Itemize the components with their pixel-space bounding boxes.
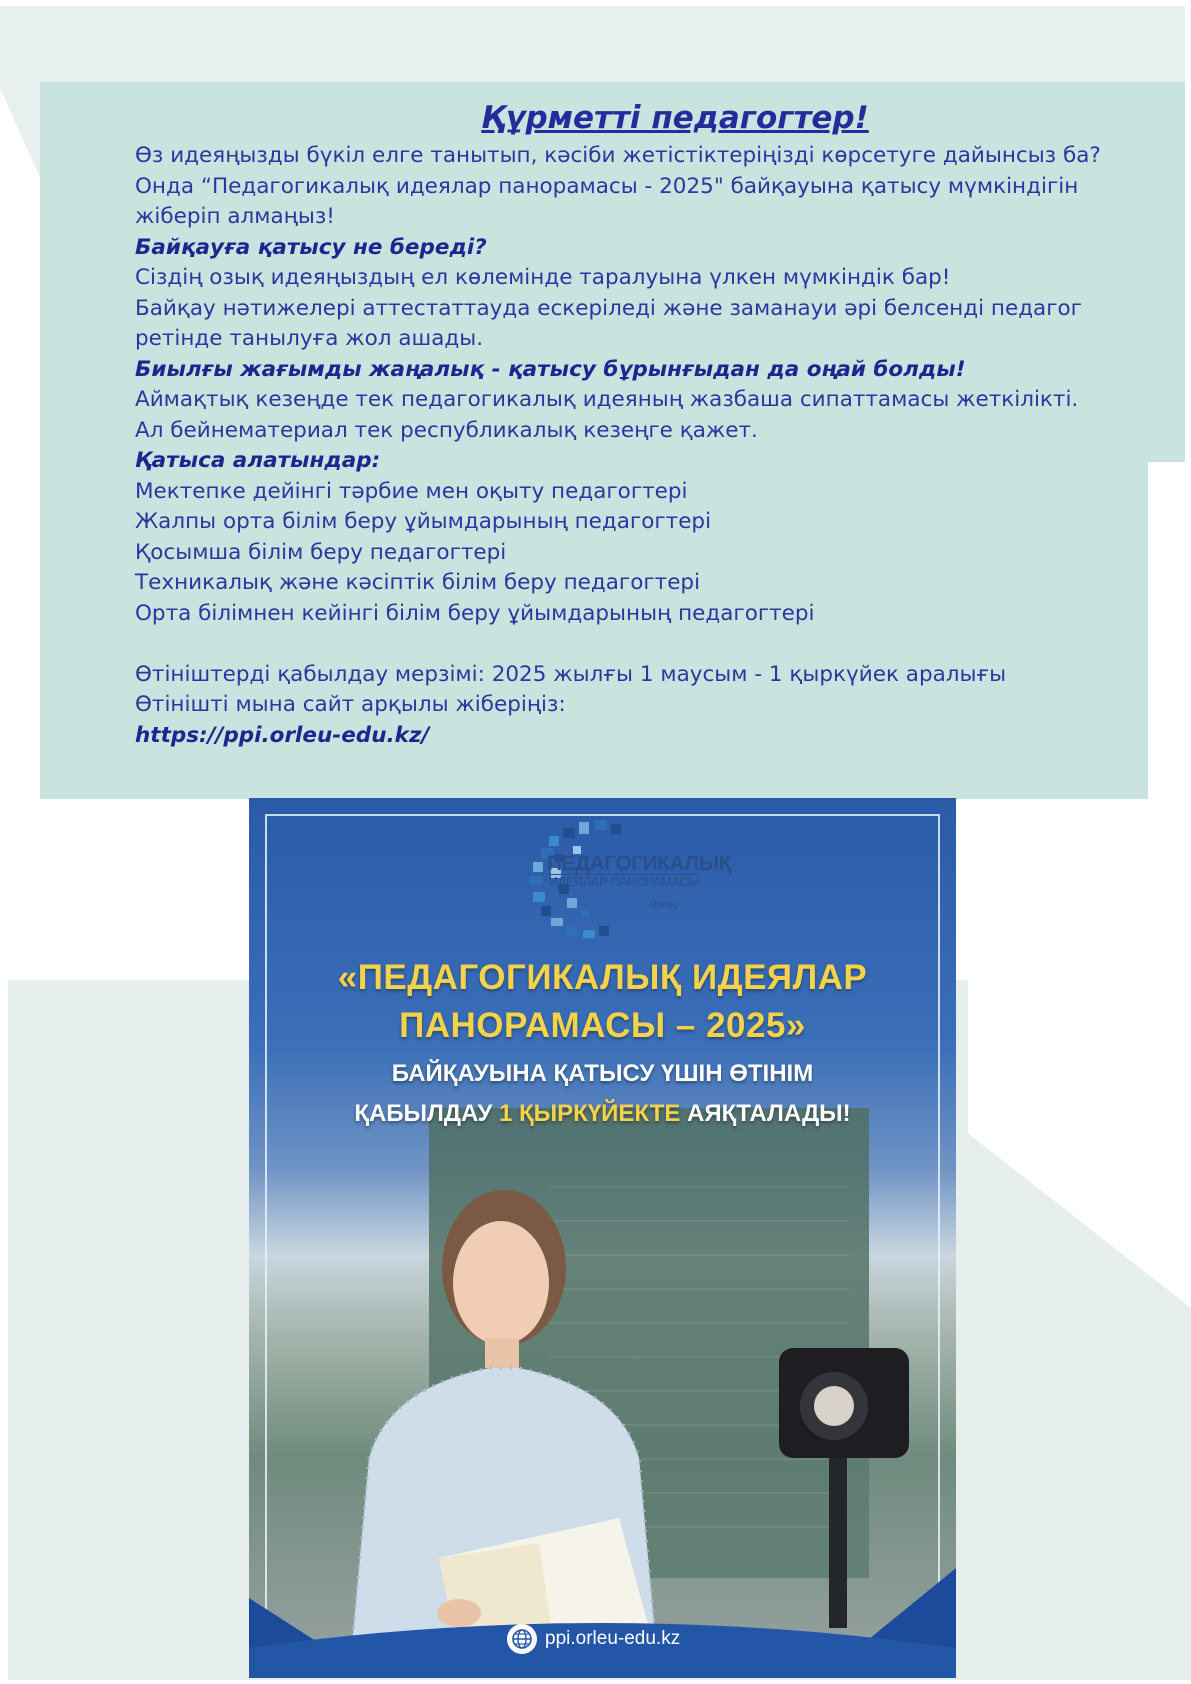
text-panel-extension bbox=[1148, 82, 1185, 462]
spacer bbox=[135, 629, 1125, 660]
section-heading-participants: Қатыса алатындар: bbox=[135, 448, 381, 473]
benefits-line-1: Сіздің озық идеяңыздың ел көлемінде таралуына үлкен мүмкіндік бар! bbox=[135, 265, 951, 290]
benefits-line-3: ретінде танылуға жол ашады. bbox=[135, 326, 484, 351]
globe-icon bbox=[507, 1624, 537, 1654]
poster-website[interactable] bbox=[507, 1624, 680, 1654]
logo-title: ПЕДАГОГИКАЛЫҚ bbox=[547, 852, 732, 875]
intro-line-2: Онда “Педагогикалық идеялар панорамасы - 2025" байқауына қатысу мүмкіндігін bbox=[135, 173, 1079, 199]
section-heading-benefits: Байқауға қатысу не береді? bbox=[135, 234, 487, 260]
participant-item: Орта білімнен кейінгі білім беру ұйымдарының педагогтері bbox=[135, 600, 815, 626]
deadline-highlight: 1 ҚЫРКҮЙЕКТЕ bbox=[499, 1100, 681, 1127]
intro-line-1: Өз идеяңызды бүкіл елге танытып, кәсіби жетістіктеріңізді көрсетуге дайынсыз ба? bbox=[135, 143, 1101, 168]
participant-item: Жалпы орта білім беру ұйымдарының педагогтері bbox=[135, 509, 712, 534]
poster-headline-line-1: «ПЕДАГОГИКАЛЫҚ ИДЕЯЛАР bbox=[337, 958, 868, 997]
poster-subhead-line-2 bbox=[249, 1100, 956, 1128]
intro-line-3: жіберіп алмаңыз! bbox=[135, 204, 335, 229]
website-text: ppi.orleu-edu.kz bbox=[545, 1628, 681, 1649]
subhead-text: ҚАБЫЛДАУ bbox=[354, 1100, 499, 1127]
letter-content bbox=[135, 95, 1125, 751]
poster-subhead-line-1: БАЙҚАУЫНА ҚАТЫСУ ҮШІН ӨТІНІМ bbox=[391, 1060, 814, 1087]
page-title: Құрметті педагогтер! bbox=[481, 100, 869, 136]
benefits-line-2: Байқау нәтижелері аттестаттауда ескеріледі және заманауи әрі белсенді педагог bbox=[135, 295, 1082, 321]
site-link[interactable]: https://ppi.orleu-edu.kz/ bbox=[135, 722, 430, 748]
news-line-2: Ал бейнематериал тек республикалық кезеңге қажет. bbox=[135, 417, 758, 443]
participant-item: Техникалық және кәсіптік білім беру педагогтері bbox=[135, 570, 701, 595]
news-line-1: Аймақтық кезеңде тек педагогикалық идеяның жазбаша сипаттамасы жеткілікті. bbox=[135, 387, 1079, 412]
contest-poster bbox=[249, 798, 956, 1678]
poster-bottom-wave bbox=[249, 1558, 956, 1678]
participant-item: Мектепке дейінгі тәрбие мен оқыту педагогтері bbox=[135, 478, 688, 504]
participant-item: Қосымша білім беру педагогтері bbox=[135, 539, 507, 565]
subhead-text: АЯҚТАЛАДЫ! bbox=[680, 1100, 851, 1127]
poster-headline-line-2: ПАНОРАМАСЫ – 2025» bbox=[399, 1006, 806, 1045]
submit-instruction-line: Өтінішті мына сайт арқылы жіберіңіз: bbox=[135, 692, 566, 717]
section-heading-news: Биылғы жағымды жаңалық - қатысу бұрынғыдан да оңай болды! bbox=[135, 356, 966, 382]
logo-subtitle: ИДЕЯЛАР ПАНОРАМАСЫ bbox=[549, 875, 700, 889]
logo-organization: Өрлеу bbox=[649, 900, 679, 911]
deadline-line: Өтініштерді қабылдау мерзімі: 2025 жылғы 1 маусым - 1 қыркүйек аралығы bbox=[135, 661, 1007, 687]
